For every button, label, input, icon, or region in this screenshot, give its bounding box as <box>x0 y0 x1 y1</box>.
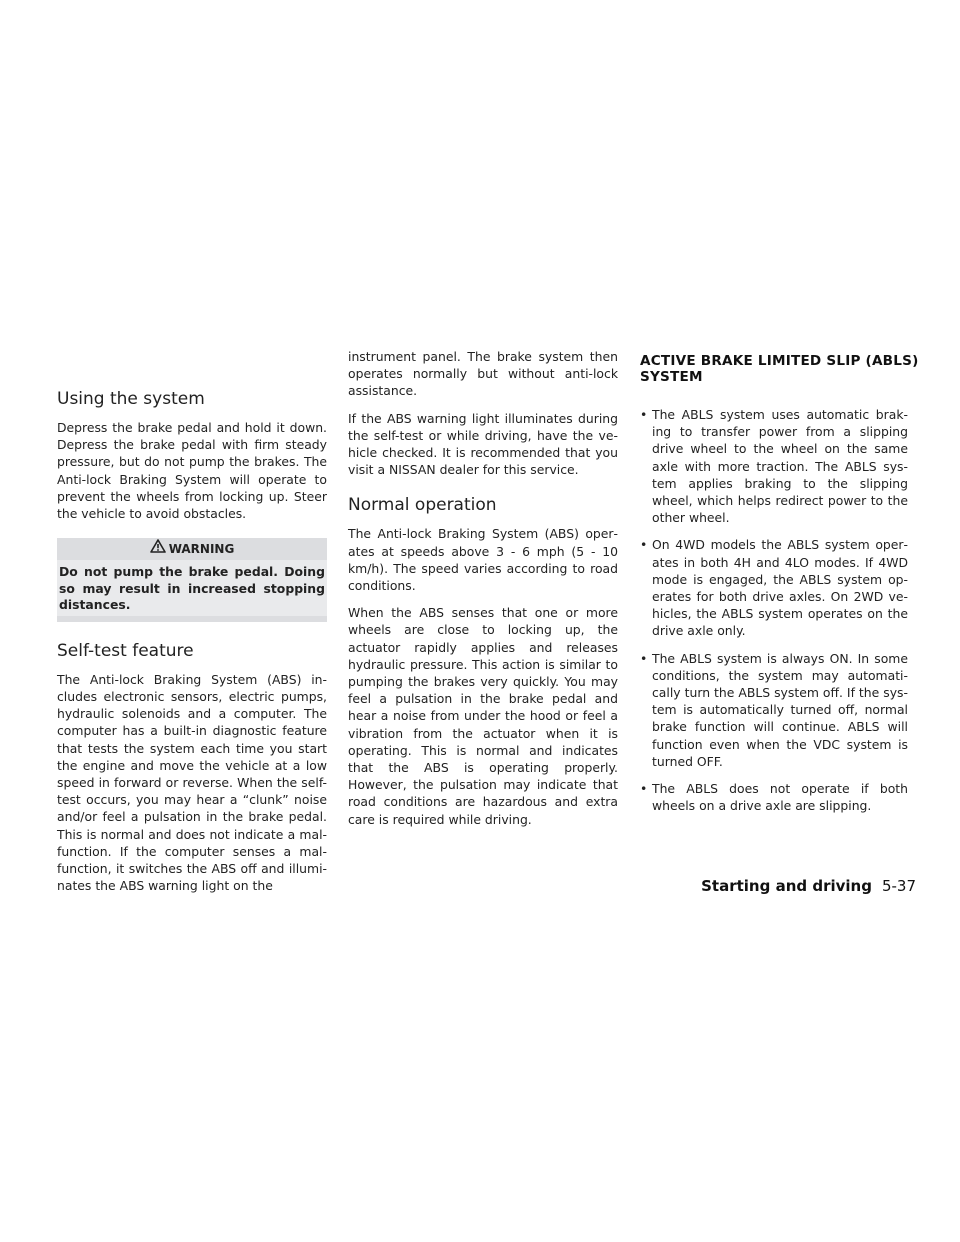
heading-normal-operation: Normal operation <box>348 495 497 516</box>
list-item: • On 4WD models the ABLS system operates in both 4H and 4LO modes. If 4WD mode is engaged, the ABLS system operates for both drive axles. On 2WD vehicles, the ABLS system operates on the drive axle only. <box>640 537 908 639</box>
footer-section-name: Starting and driving <box>701 877 872 895</box>
column-2 <box>348 348 618 838</box>
warning-header <box>57 538 327 560</box>
list-item: • The ABLS system uses automatic braking to transfer power from a slipping drive wheel to the wheel on the same axle with more traction. The ABLS system applies braking to the slipping wheel, which helps redirect power to the other wheel. <box>640 407 908 526</box>
paragraph: When the ABS senses that one or more wheels are close to locking up, the actuator rapidly applies and releases hydraulic pressure. This action is similar to pumping the brakes very quickly. You may feel a pulsation in the brake pedal and hear a noise from under the hood or feel a vibration from the actuator when it is operating. This is normal and indicates that the ABS is operating properly. However, the pulsation may indicate that road conditions are hazardous and extra care is required while driving. <box>348 605 618 827</box>
warning-text: Do not pump the brake pedal. Doing so may result in increased stopping distances. <box>57 560 327 616</box>
list-item: • The ABLS does not operate if both wheels on a drive axle are slipping. <box>640 781 908 814</box>
section-title-line1: ACTIVE BRAKE LIMITED SLIP (ABLS) <box>640 353 919 369</box>
abls-bullet-list <box>638 406 908 814</box>
warning-triangle-icon <box>150 538 166 560</box>
section-title-line2: SYSTEM <box>640 369 703 385</box>
paragraph: If the ABS warning light illuminates during the self-test or while driving, have the vehicle checked. It is recommended that you visit a NISSAN dealer for this service. <box>348 410 618 478</box>
heading-using-the-system: Using the system <box>57 389 205 409</box>
paragraph: instrument panel. The brake system then operates normally but without anti-lock assistance. <box>348 349 618 399</box>
column-3 <box>638 406 908 824</box>
warning-label: WARNING <box>168 542 235 557</box>
heading-self-test-feature: Self-test feature <box>57 640 194 661</box>
page-footer <box>701 877 916 895</box>
paragraph: Depress the brake pedal and hold it down. Depress the brake pedal with firm steady pressure, but do not pump the brakes. The Anti-lock Braking System will operate to prevent the wheels from locking up. Steer the vehicle to avoid obstacles. <box>57 420 327 522</box>
list-item: • The ABLS system is always ON. In some conditions, the system may automatically turn the ABLS system off. If the system is automatically turned off, normal brake function will continue. ABLS will function even when the VDC system is turned OFF. <box>640 650 908 769</box>
paragraph: The Anti-lock Braking System (ABS) includes electronic sensors, electric pumps, hydraulic solenoids and a computer. The computer has a built-in diagnostic feature that tests the system each time you start the engine and move the vehicle at a low speed in forward or reverse. When the self-test occurs, you may hear a “clunk” noise and/or feel a pulsation in the brake pedal. This is normal and does not indicate a malfunction. If the computer senses a malfunction, it switches the ABS off and illuminates the ABS warning light on the <box>57 671 327 894</box>
warning-box <box>57 538 327 622</box>
paragraph: The Anti-lock Braking System (ABS) operates at speeds above 3 - 6 mph (5 - 10 km/h). The speed varies according to road conditions. <box>348 526 618 594</box>
page-number: 5-37 <box>881 877 916 895</box>
section-title <box>640 353 919 385</box>
column-1 <box>57 388 327 904</box>
